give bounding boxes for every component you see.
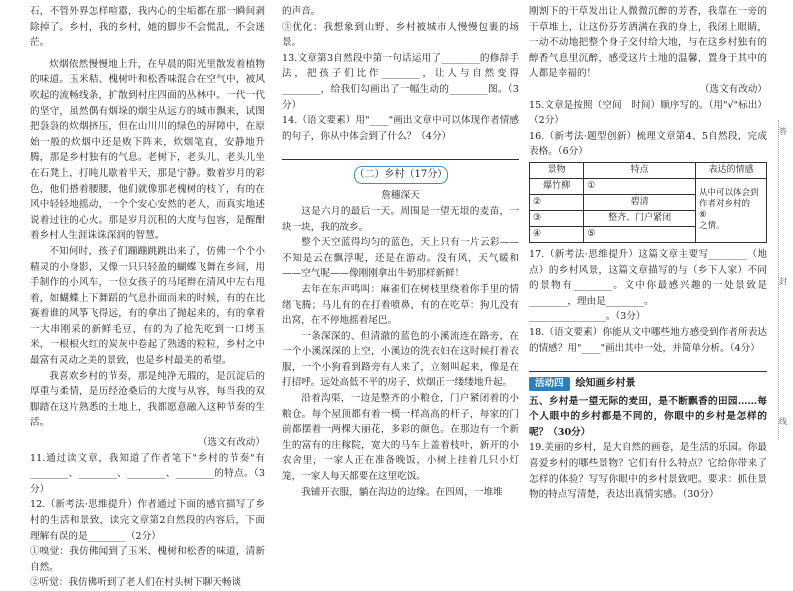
column-left	[30, 4, 265, 591]
table-cell[interactable]: ②	[530, 194, 584, 210]
table-header: 景物	[530, 162, 584, 178]
question-11: 11.通过读文章，我知道了作者笔下"乡村的节奏"有________、________、________、________的特点。（3分）	[30, 452, 265, 495]
question-12-option: ③优化：我想象到山野、乡村被城市人慢慢包裹的场景。	[282, 21, 519, 49]
passage-paragraph: 炊烟依然慢慢地上升，在早晨的阳光里散发着植物的味道。玉米秸、槐树叶和松香味混合在空气中，被风吹起的流畅线条，扩散到村庄四面的丛林中。一代一代的坚守，虽然偶有烟垛的烟尘从远方的城市飘来，试图把袅袅的炊烟挤压，但在山川川的绿色的屏障中，在原始一般的炊烟中还是败下阵来，炊烟笔直，安静地升腾，那是乡村独有的气息。老树下，老头儿、老头儿坐在石凳上，打盹儿歇着半天，那是宁静。数着岁月的彩色，他们搭着腰腰，他们就像那老槐树的枝丫，有的在风中轻轻地摇动，一个个安心安然的老人，而真实地述说着过往的心火。那是岁月沉积的大度与包容，是醒酣着乡村人生涯诛诛深润的智慧。	[30, 58, 265, 242]
passage-paragraph: 整个天空蓝得均匀的蓝色，天上只有一片云彩——不知是云在飘浮呢，还是在游动。没有风，天气暖和——空气呢——像刚刚拿出牛奶那样新鲜！	[282, 237, 519, 280]
question-12-option: ①嗅觉：我仿佛闻到了玉米、槐树和松香的味道，清新自然。	[30, 546, 265, 573]
question-12: 12.（新考法·思维提升）作者通过下面的感官描写了乡村的生活和景致，读完文章第2自然段的内容后，下面理解有误的是________（2分）	[30, 499, 265, 542]
table-cell[interactable]: ④	[530, 226, 584, 242]
feeling-text: 之情。	[699, 221, 725, 232]
feeling-blank[interactable]: ⑥	[699, 210, 707, 221]
question-17: 17.（新考法·思维提升）这篇文章主要写________（地点）的乡村风景，这篇文章描写的与（乡下人家）不同的景物有________。文中你最感兴趣的一处景致是________，理由是________。	[529, 248, 767, 307]
question-17-cont: ________________。（3分）	[529, 311, 646, 323]
column-middle	[282, 4, 519, 500]
passage-paragraph: 去年在东声鸣叫：麻雀们在树枝里绕着你手里的情绪飞腾；马儿有的在打着喷鼻，有的在吃草：狗儿没有出窝，在不停地摇着尾巴。	[282, 283, 519, 327]
table-cell[interactable]: ⑤	[584, 226, 696, 242]
table-cell: 整齐、门户紧闭	[584, 210, 696, 226]
side-mark-1: 答	[779, 127, 787, 136]
passage-paragraph: 我喜欢乡村的节奏，那是纯净无瑕的，是沉淀后的厚重与柔情，是历经沧桑后的大度与从容，每当我的双脚踏在这片熟悉的土地上，我都愿意融入这种节奏的生活。	[30, 370, 265, 429]
question-12-option: 的声音。	[282, 6, 321, 17]
passage-paragraph: 沿着沟渠，一边是整齐的小粮仓，门户紧闭着的小粮仓。每个屋顶都有着一模一样高高的杆子，每家的门前都摆着一两棵大丽花，多彩的颜色。在那边有一个新生的富有的庄稼院，宽大的马车上盖着枝叶，新开的小农舍里，一家人正在准备晚饭，小树上挂着几只小灯笼，一家人每天都要在这里吃饭。	[282, 393, 519, 483]
passage-author: 詹穗深天	[381, 190, 420, 202]
side-mark-3: 线	[779, 417, 787, 426]
table-cell[interactable]: ③	[530, 210, 584, 226]
section-title: （二）乡村（17分）	[354, 166, 448, 184]
answer-table	[529, 162, 767, 243]
passage-paragraph: 一条深深的、但清澈的蓝色的小溪流连在路旁，在一个小溪深深的上空，小溪边的洗衣妇在这时候打着衣服，一个小狗看到路旁有人来了，立刻叫起来，像是在打招呼。远处高低不平的房子，炊烟正一缕缕地升起。	[282, 330, 519, 389]
feeling-text: 从中可以体会到作者对乡村的	[699, 188, 759, 210]
table-header: 表达的情感	[696, 162, 767, 178]
question-13: 13.文章第3自然段中第一句话运用了________的修辞手法，把孩子们比作________，让人与自然变得________，给我们勾画出了一幅生动的________图。（3分）	[282, 52, 519, 111]
passage-paragraph: 我铺开衣服，躺在沟边的边缘。在四周，一堆堆	[301, 486, 503, 498]
passage-paragraph: 石，不管外界怎样喧嚣，我内心的尘垢都在那一瞬间剥除掉了。乡村，我的乡村，她的脚步不会慌乱，不会迷茫。	[30, 6, 265, 49]
table-header: 特点	[584, 162, 696, 178]
table-cell: 爆竹柳	[530, 178, 584, 194]
answer-line[interactable]	[282, 146, 519, 160]
passage-paragraph: 不知何时，孩子们蹦蹦跳跳出来了，仿佛一个个小精灵的小身影，又像一只只轻盈的蝴蝶飞舞在乡间，用手制作的小风车，一位女孩子的马尾辫在清风中左右甩着，如蝴蝶上下舞蹈的气息扑面而来的时候，有的在比赛着谁的风筝飞得远，有的拿出了抛起来的，有的拿着一大串刚采的新鲜毛豆，有的为了抢先吃到一口烤玉米，一根根火红的炭灰中卷起了熟透的粒粒，乡村之中最富有灵动之美的景致，也是乡村最美的希望。	[30, 245, 265, 367]
table-cell: 碧清	[584, 194, 696, 210]
source-note: （选文有改动）	[197, 437, 265, 449]
column-right	[529, 4, 767, 503]
table-cell-feeling	[696, 178, 767, 242]
question-15: 15.文章是按照（空间 时间）顺序写的。（用"√"标出）（2分）	[529, 99, 767, 127]
side-mark-2: 封	[779, 277, 787, 286]
question-18: 18.（语文要素）你能从文中哪些地方感受到作者所表达的情感？用"____"画出其中一处，并简单分析。（4分）	[529, 326, 767, 354]
passage-paragraph: 刚割下的干草发出让人微微沉醉的芳香，我靠在一旁的干草堆上，让这份芬芳洒满在我的身上，我闭上眼睛，一动不动地把整个身子交付给大地，与在这乡村独有的醇香气息里沉醉，感受这片土地的温馨，置身于其中的人都是幸福的！	[529, 6, 767, 80]
table-cell[interactable]: ①	[584, 178, 696, 194]
question-14: 14.（语文要素）用"____"画出文章中可以体现作者情感的句子，你从中体会到了什么？（4分）	[282, 115, 519, 142]
question-16: 16.（新考法·题型创新）梳理文章第4、5自然段，完成表格。（6分）	[529, 130, 767, 158]
activity-title: 绘知画乡村景	[575, 378, 636, 390]
activity-tag: 活动四	[529, 377, 570, 391]
answer-line[interactable]	[529, 358, 767, 372]
activity-header	[529, 376, 767, 392]
passage-paragraph: 这是六月的最后一天。周围是一望无垠的麦苗，一块一块，我的故乡。	[282, 205, 519, 233]
task-5: 五、乡村是一望无际的麦田，是不断飘香的田园……每个人眼中的乡村都是不同的，你眼中的乡村是怎样的呢？（30分）	[529, 395, 767, 438]
source-note: （选文有改动）	[699, 83, 767, 95]
question-19: 19.美丽的乡村，是大自然的画卷，是生活的乐园。你最喜爱乡村的哪些景物？它们有什么特点？它给你带来了怎样的体验？写写你眼中的乡村景致吧。要求：抓住景物的特点写清楚，表达出真情实感。（30分）	[529, 442, 767, 501]
question-12-option: ②听觉：我仿佛听到了老人们在村头树下聊天畅谈	[30, 577, 242, 589]
